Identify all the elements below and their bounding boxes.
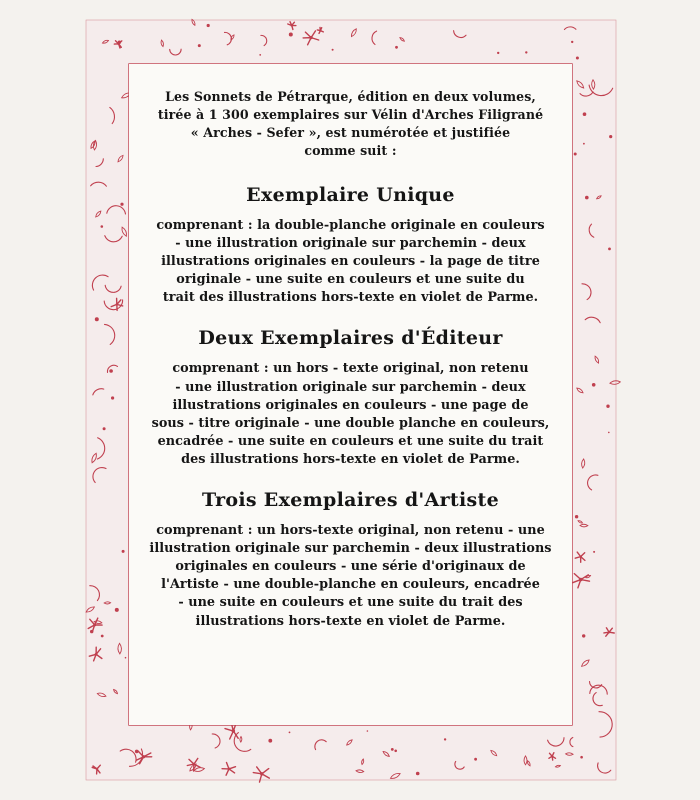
- body-line: illustration originale sur parchemin - deux illustrations: [149, 541, 552, 557]
- dot-ornament: [574, 153, 577, 156]
- dot-ornament: [118, 41, 121, 44]
- body-line: originale - une suite en couleurs et une suite du: [176, 272, 525, 288]
- dot-ornament: [103, 427, 106, 430]
- dot-ornament: [444, 738, 446, 740]
- flower-center: [260, 772, 263, 775]
- body-line: l'Artiste - une double-planche en couleurs, encadrée: [161, 577, 540, 593]
- flower-center: [93, 623, 96, 626]
- section-title-exemplaire-unique: Exemplaire Unique: [246, 184, 455, 206]
- flower-center: [319, 29, 321, 31]
- flower-center: [291, 24, 293, 26]
- flower-center: [579, 578, 583, 582]
- body-line: comprenant : un hors-texte original, non retenu - une: [156, 523, 545, 539]
- intro-line: Les Sonnets de Pétrarque, édition en deux volumes,: [165, 89, 536, 104]
- dot-ornament: [109, 369, 113, 373]
- body-line: - une illustration originale sur parchemin - deux: [175, 236, 526, 252]
- intro-line: tirée à 1 300 exemplaires sur Vélin d'Arches Filigrané: [157, 107, 544, 122]
- body-line: comprenant : la double-planche originale en couleurs: [156, 218, 545, 233]
- dot-ornament: [608, 432, 610, 434]
- dot-ornament: [583, 112, 587, 116]
- dot-ornament: [268, 739, 272, 743]
- body-line: - une illustration originale sur parchemin - deux: [175, 379, 526, 395]
- dot-ornament: [608, 248, 611, 251]
- dot-ornament: [101, 635, 104, 638]
- flower-center: [142, 755, 145, 758]
- dot-ornament: [332, 49, 334, 51]
- section-body-exemplaire-unique: [138, 217, 563, 307]
- section-title-trois-exemplaires: Trois Exemplaires d'Artiste: [202, 489, 499, 512]
- section-body-deux-exemplaires: [138, 360, 563, 469]
- dot-ornament: [609, 135, 612, 138]
- dot-ornament: [585, 196, 589, 200]
- flower-center: [551, 755, 553, 757]
- body-line: encadrée - une suite en couleurs et une suite du trait: [157, 433, 544, 449]
- dot-ornament: [115, 608, 119, 612]
- dot-ornament: [367, 730, 369, 732]
- dot-ornament: [592, 383, 596, 387]
- intro-line: « Arches - Sefer », est numérotée et justifiée: [190, 125, 511, 140]
- body-line: comprenant : un hors - texte original, non retenu: [172, 361, 529, 377]
- flower-center: [232, 729, 235, 732]
- dot-ornament: [497, 52, 499, 54]
- dot-ornament: [571, 41, 573, 43]
- dot-ornament: [575, 515, 578, 518]
- dot-ornament: [525, 51, 527, 53]
- dot-ornament: [289, 33, 293, 37]
- flower-center: [96, 768, 98, 770]
- justification-text: [129, 88, 572, 631]
- body-line: sous - titre originale - une double planche en couleurs,: [151, 415, 550, 431]
- body-line: des illustrations hors-texte en violet de Parme.: [181, 451, 520, 467]
- dot-ornament: [474, 758, 477, 761]
- dot-ornament: [416, 772, 420, 776]
- dot-ornament: [198, 44, 201, 47]
- dot-ornament: [593, 551, 595, 553]
- flower-center: [193, 763, 196, 766]
- dot-ornament: [259, 54, 261, 56]
- dot-ornament: [135, 750, 139, 754]
- dot-ornament: [580, 756, 583, 759]
- flower-center: [95, 653, 98, 656]
- dot-ornament: [111, 396, 114, 399]
- intro-paragraph: [151, 88, 551, 160]
- dot-ornament: [395, 46, 398, 49]
- flower-center: [310, 36, 313, 39]
- body-line: illustrations hors-texte en violet de Parme.: [195, 613, 506, 629]
- dot-ornament: [207, 24, 210, 27]
- dot-ornament: [582, 634, 585, 637]
- dot-ornament: [576, 57, 579, 60]
- dot-ornament: [606, 405, 609, 408]
- body-line: illustrations originales en couleurs - une page de: [172, 397, 529, 413]
- dot-ornament: [125, 657, 127, 659]
- dot-ornament: [583, 143, 585, 145]
- dot-ornament: [90, 630, 93, 633]
- dot-ornament: [120, 203, 123, 206]
- dot-ornament: [122, 550, 125, 553]
- dot-ornament: [95, 317, 99, 321]
- dot-ornament: [101, 225, 104, 228]
- flower-center: [116, 303, 118, 305]
- flower-center: [608, 631, 610, 633]
- flower-center: [228, 768, 231, 771]
- body-line: trait des illustrations hors-texte en violet de Parme.: [162, 290, 539, 306]
- dot-ornament: [391, 748, 394, 751]
- flower-center: [579, 555, 581, 557]
- body-line: originales en couleurs - une série d'originaux de: [175, 559, 526, 575]
- section-title-deux-exemplaires: Deux Exemplaires d'Éditeur: [198, 327, 503, 350]
- dot-ornament: [289, 732, 291, 734]
- body-line: - une suite en couleurs et une suite du trait des: [178, 595, 523, 611]
- section-body-trois-exemplaires: [138, 522, 563, 631]
- intro-line: comme suit :: [304, 143, 397, 158]
- body-line: illustrations originales en couleurs - la page de titre: [161, 254, 540, 270]
- dot-ornament: [394, 750, 397, 753]
